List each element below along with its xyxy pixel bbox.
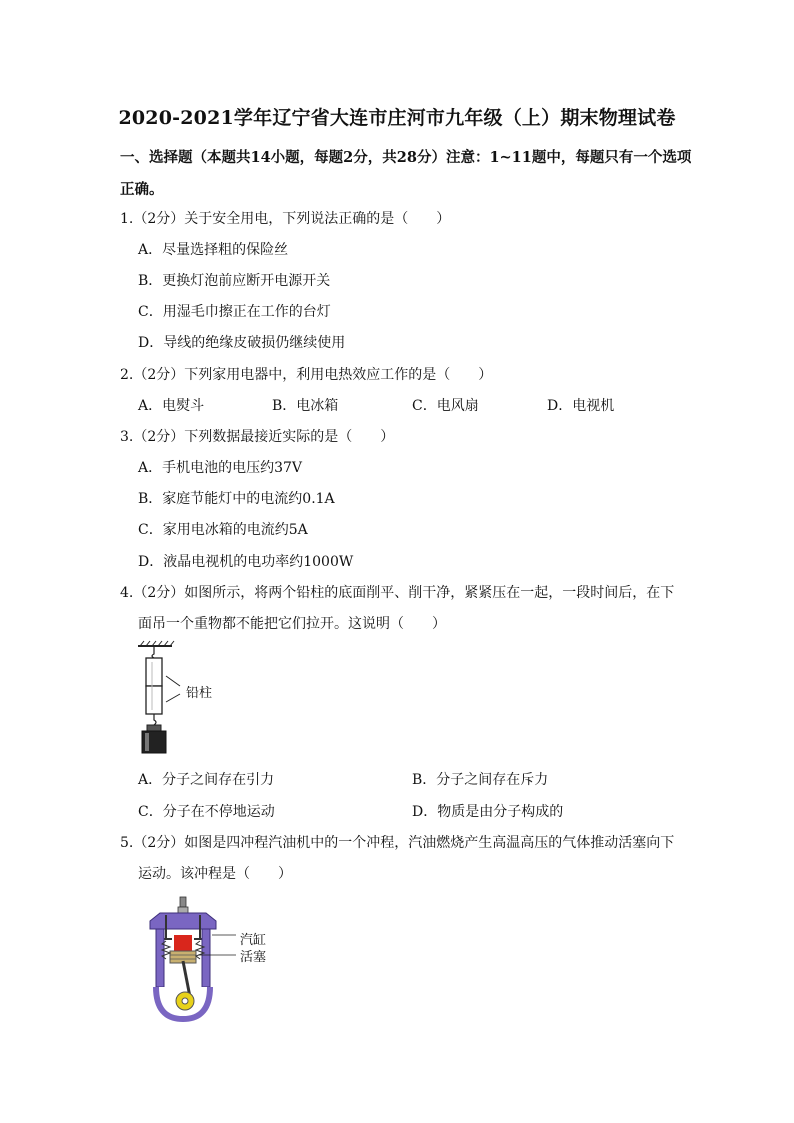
question-3-option-d: D．液晶电视机的电功率约1000W bbox=[138, 554, 354, 570]
section-heading-line1: 一、选择题（本题共14小题，每题2分，共28分）注意：1~11题中，每题只有一个选项 bbox=[120, 149, 692, 166]
question-2-option-d: D．电视机 bbox=[547, 398, 615, 414]
question-3-option-b: B．家庭节能灯中的电流约0.1A bbox=[138, 491, 335, 507]
question-2-option-c: C．电风扇 bbox=[412, 398, 479, 414]
question-1-option-b: B．更换灯泡前应断开电源开关 bbox=[138, 273, 331, 289]
question-4-option-d: D．物质是由分子构成的 bbox=[412, 804, 564, 820]
question-4-option-a: A．分子之间存在引力 bbox=[138, 772, 275, 788]
question-1-option-d: D．导线的绝缘皮破损仍继续使用 bbox=[138, 335, 346, 351]
cylinder-label: 汽缸 bbox=[240, 933, 267, 948]
section-heading-line2: 正确。 bbox=[120, 181, 164, 198]
question-2-stem: 2.（2分）下列家用电器中，利用电热效应工作的是（ ） bbox=[120, 367, 493, 383]
question-4-stem-line1: 4.（2分）如图所示，将两个铅柱的底面削平、削干净，紧紧压在一起，一段时间后，在下 bbox=[120, 585, 675, 601]
question-4-stem-line2: 面吊一个重物都不能把它们拉开。这说明（ ） bbox=[138, 616, 446, 632]
question-1-option-a: A．尽量选择粗的保险丝 bbox=[138, 242, 289, 258]
question-4-option-c: C．分子在不停地运动 bbox=[138, 804, 275, 820]
question-3-option-a: A．手机电池的电压约37V bbox=[138, 460, 303, 476]
page-title: 2020-2021学年辽宁省大连市庄河市九年级（上）期末物理试卷 bbox=[118, 107, 676, 129]
question-1-option-c: C．用湿毛巾擦正在工作的台灯 bbox=[138, 304, 331, 320]
question-3-option-c: C．家用电冰箱的电流约5A bbox=[138, 522, 308, 538]
question-1-stem: 1.（2分）关于安全用电，下列说法正确的是（ ） bbox=[120, 211, 451, 227]
piston-label: 活塞 bbox=[240, 950, 267, 965]
question-2-option-a: A．电熨斗 bbox=[138, 398, 205, 414]
question-4-option-b: B．分子之间存在斥力 bbox=[412, 772, 549, 788]
question-5-stem-line1: 5.（2分）如图是四冲程汽油机中的一个冲程，汽油燃烧产生高温高压的气体推动活塞向下 bbox=[120, 835, 675, 851]
lead-cylinder-label: 铅柱 bbox=[186, 686, 213, 701]
question-3-stem: 3.（2分）下列数据最接近实际的是（ ） bbox=[120, 429, 395, 445]
question-2-option-b: B．电冰箱 bbox=[272, 398, 339, 414]
question-5-stem-line2: 运动。该冲程是（ ） bbox=[138, 866, 292, 882]
lead-cylinders-figure bbox=[130, 640, 240, 760]
